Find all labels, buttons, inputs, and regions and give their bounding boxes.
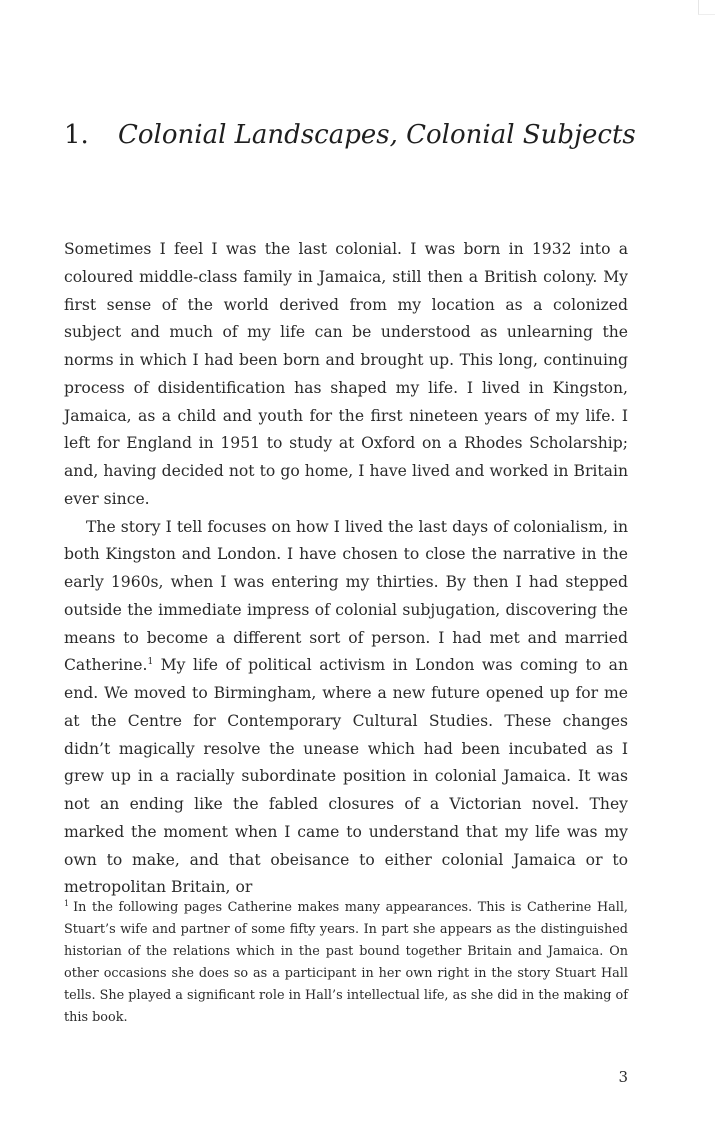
paragraph-text: The story I tell focuses on how I lived the last days of colonialism, in both Kingston and London. I have chosen to close the narrative in the early 1960s, when I was entering my thirties. By then I had stepped outside the immediate impress of colonial subjugation, discovering the means to become a different sort of person. I had met and married Catherine. [64, 517, 628, 675]
footnote-paragraph [64, 897, 628, 1029]
paragraph-text: My life of political activism in London was coming to an end. We moved to Birmingham, where a new future opened up for me at the Centre for Contemporary Cultural Studies. These changes didn’t magically resolve the unease which had been incubated as I grew up in a racially subordinate position in colonial Jamaica. It was not an ending like the fabled closures of a Victorian novel. They marked the moment when I came to understand that my life was my own to make, and that obeisance to either colonial Jamaica or to metropolitan Britain, or [64, 656, 628, 897]
chapter-number: 1. [64, 120, 89, 150]
chapter-heading [64, 120, 636, 150]
page-corner-mark [698, 0, 715, 15]
footnote [64, 897, 628, 1029]
paragraph [64, 514, 628, 903]
footnote-marker: 1 [64, 898, 70, 908]
body-text [64, 236, 628, 902]
page-number: 3 [618, 1068, 628, 1086]
chapter-title: Colonial Landscapes, Colonial Subjects [118, 120, 636, 150]
footnote-reference[interactable]: 1 [147, 657, 154, 668]
paragraph: Sometimes I feel I was the last colonial. I was born in 1932 into a coloured middle-class family in Jamaica, still then a British colony. My first sense of the world derived from my location as a colonized subject and much of my life can be understood as unlearning the norms in which I had been born and brought up. This long, continuing process of disidentification has shaped my life. I lived in Kingston, Jamaica, as a child and youth for the first nineteen years of my life. I left for England in 1951 to study at Oxford on a Rhodes Scholarship; and, having decided not to go home, I have lived and worked in Britain ever since. [64, 240, 628, 508]
footnote-text: In the following pages Catherine makes many appearances. This is Catherine Hall, Stuart’s wife and partner of some fifty years. In part she appears as the distinguished historian of the relations which in the past bound together Britain and Jamaica. On other occasions she does so as a participant in her own right in the story Stuart Hall tells. She played a significant role in Hall’s intellectual life, as she did in the making of this book. [64, 900, 628, 1025]
